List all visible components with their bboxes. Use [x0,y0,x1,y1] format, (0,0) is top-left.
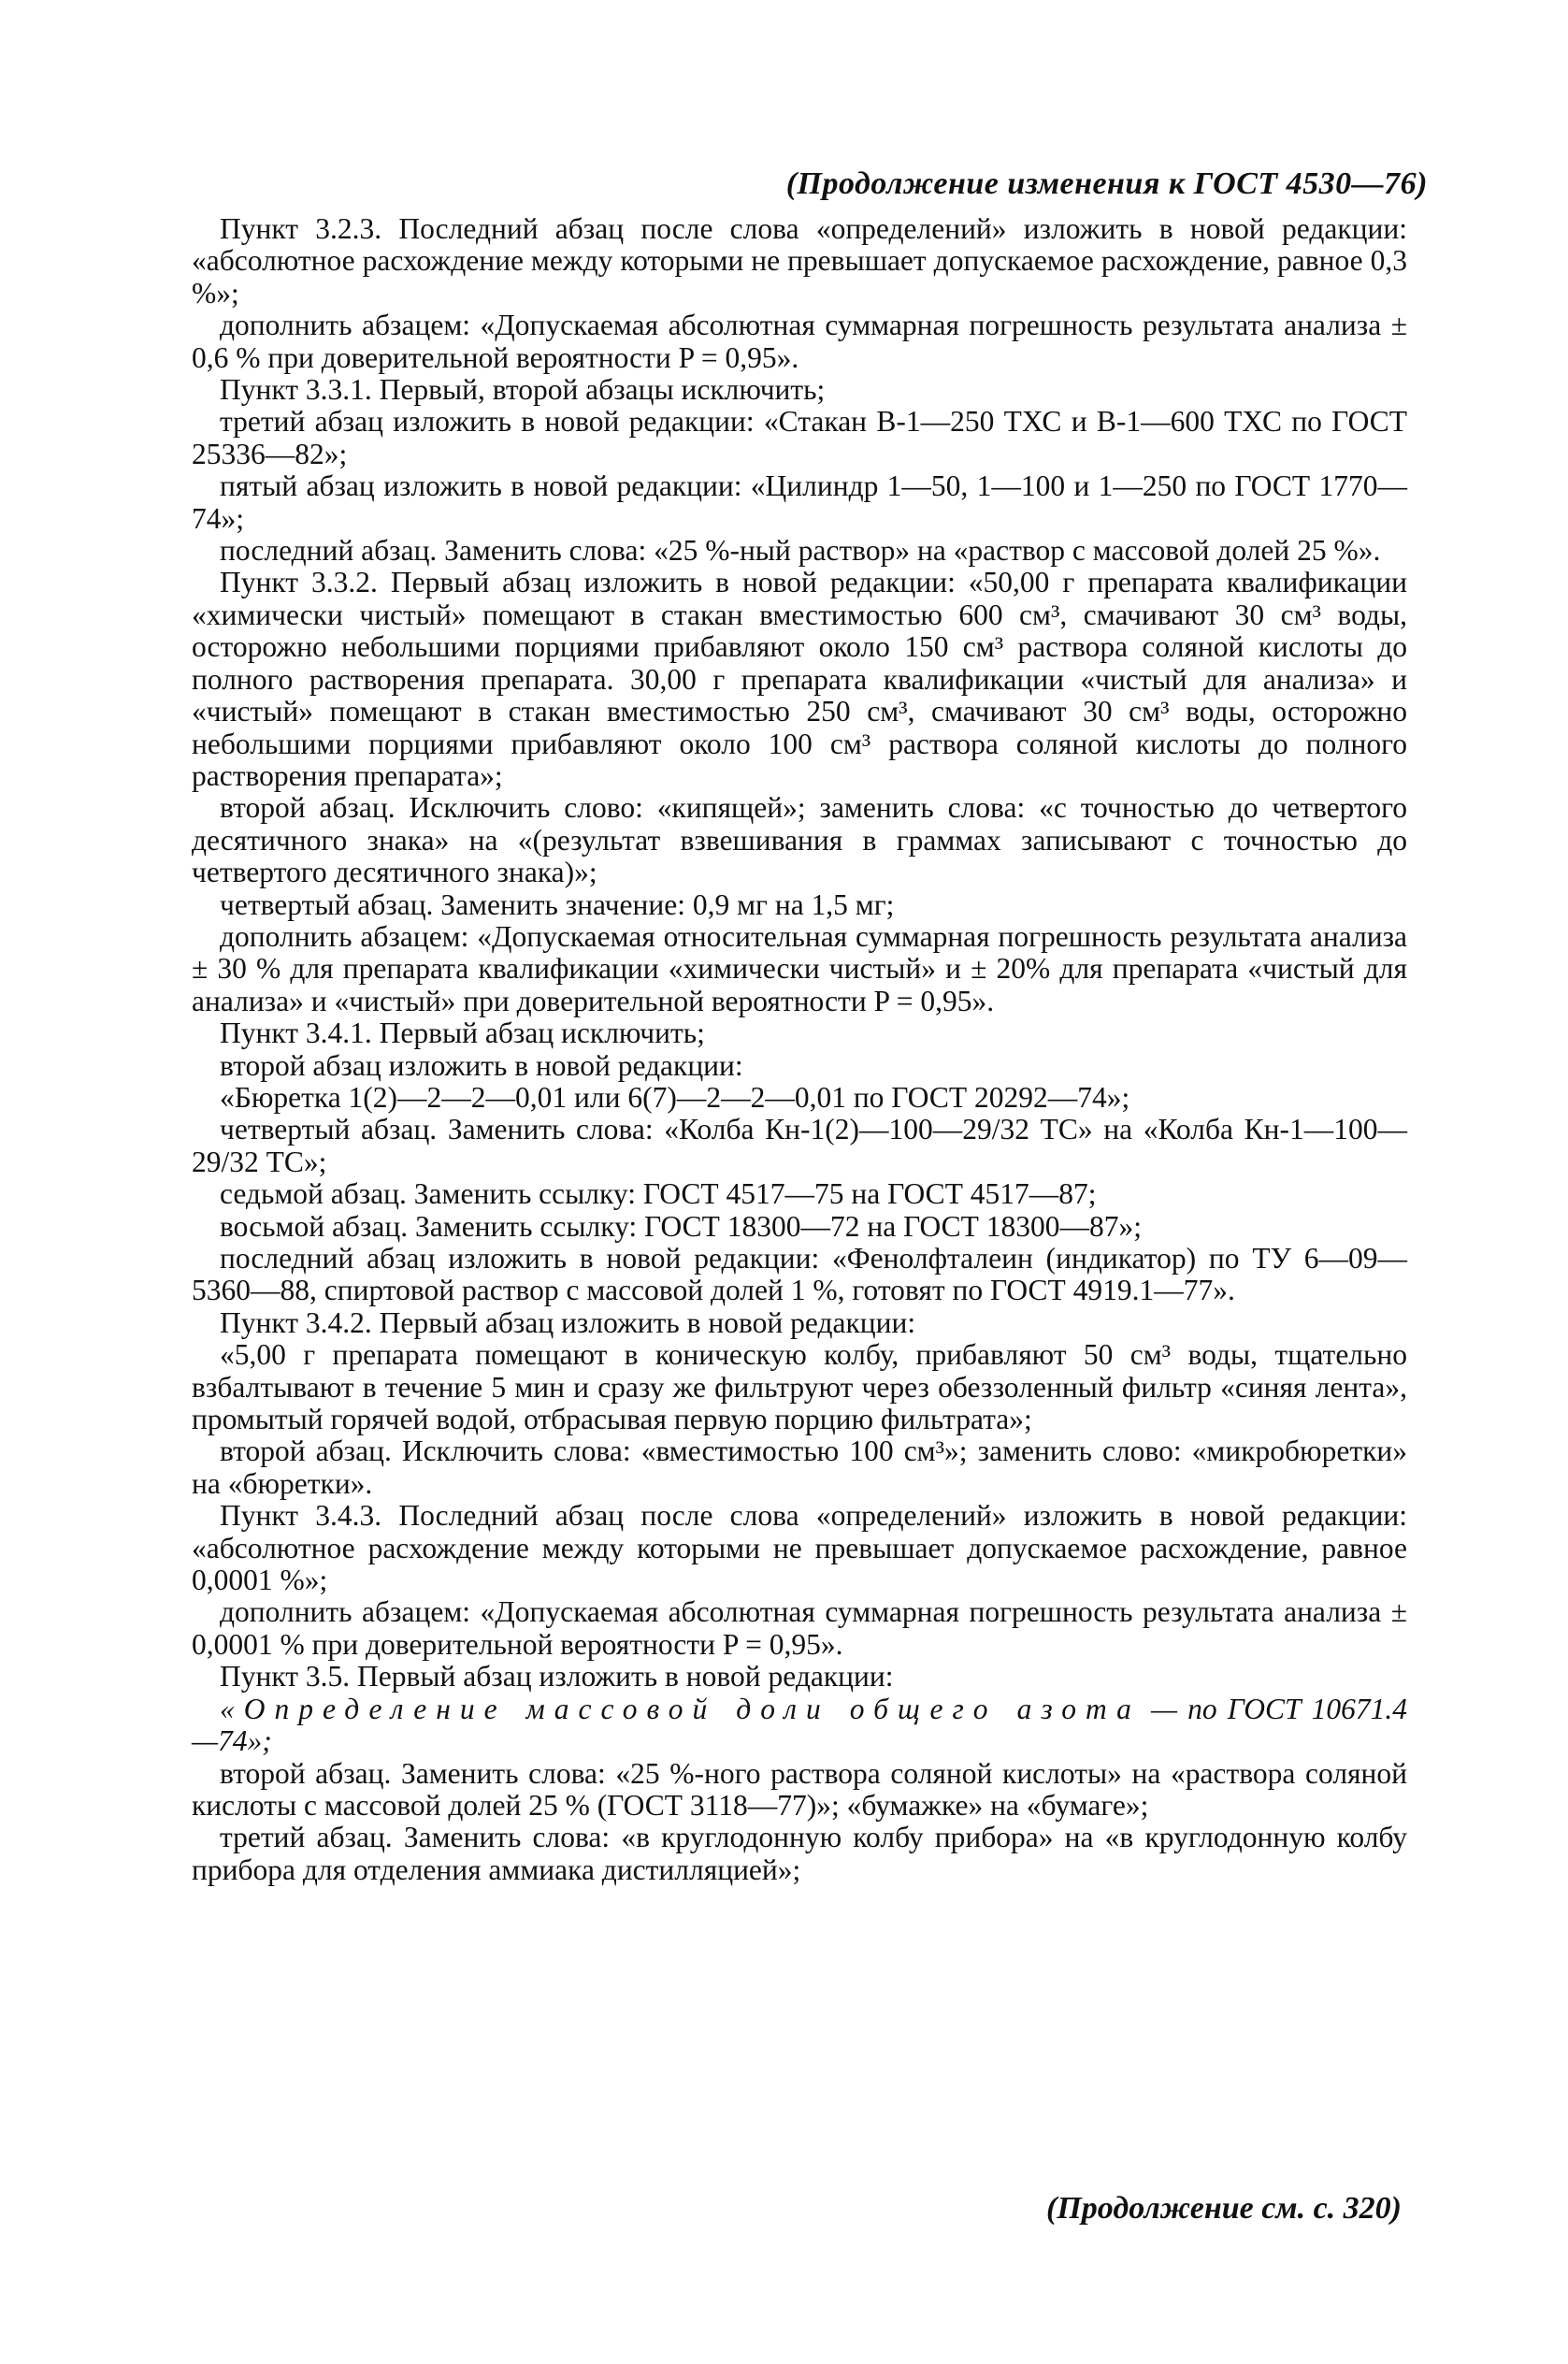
paragraph: Пункт 3.4.2. Первый абзац изложить в новой редакции: [220,1305,916,1339]
paragraph: Пункт 3.3.1. Первый, второй абзацы исключить; [220,373,826,407]
paragraph: пятый абзац изложить в новой редакции: «Цилиндр 1—50, 1—100 и 1—250 по ГОСТ 1770—74»; [192,469,1407,535]
paragraph: четвертый абзац. Заменить слова: «Колба Кн-1(2)—100—29/32 ТС» на «Колба Кн-1—100—29/32 ТС»; [192,1113,1407,1178]
paragraph: Пункт 3.4.1. Первый абзац исключить; [220,1016,705,1050]
spaced-heading-paragraph [192,1694,1407,1758]
paragraph: Пункт 3.2.3. Последний абзац после слова «определений» изложить в новой редакции: «абсолютное расхождение между которыми не превышает допускаемое расхождение, равное 0,3 %»; [192,212,1407,310]
paragraph: второй абзац. Исключить слово: «кипящей»; заменить слова: «с точностью до четвертого десятичного знака» на «(результат взвешивания в граммах записывают с точностью до четвертого десятичного знака)»; [192,791,1407,889]
paragraph: восьмой абзац. Заменить ссылку: ГОСТ 18300—72 на ГОСТ 18300—87»; [220,1209,1143,1243]
paragraph: седьмой абзац. Заменить ссылку: ГОСТ 4517—75 на ГОСТ 4517—87; [220,1177,1097,1211]
paragraph: дополнить абзацем: «Допускаемая абсолютная суммарная погрешность результата анализа ± 0,6 % при доверительной вероятности P = 0,95». [192,309,1407,374]
paragraph: Пункт 3.5. Первый абзац изложить в новой редакции: [220,1660,894,1694]
paragraph: третий абзац изложить в новой редакции: «Стакан В-1—250 ТХС и В-1—600 ТХС по ГОСТ 25336—82»; [192,405,1407,470]
paragraph: Пункт 3.4.3. Последний абзац после слова «определений» изложить в новой редакции: «абсолютное расхождение между которыми не превышает допускаемое расхождение, равное 0,0001 %»; [192,1499,1407,1597]
paragraph: дополнить абзацем: «Допускаемая относительная суммарная погрешность результата анализа ± 30 % для препарата квалификации «химически чистый» и ± 20% для препарата «чистый для анализа» и «чистый» при доверительной вероятности P = 0,95». [192,919,1407,1017]
paragraph: второй абзац изложить в новой редакции: [220,1048,743,1082]
paragraph: последний абзац. Заменить слова: «25 %-ный раствор» на «раствор с массовой долей 25 %». [220,534,1381,568]
paragraph: последний абзац изложить в новой редакции: «Фенолфталеин (индикатор) по ТУ 6—09—5360—88, спиртовой раствор с массовой долей 1 %, готовят по ГОСТ 4919.1—77». [192,1242,1407,1307]
paragraph: «Бюретка 1(2)—2—2—0,01 или 6(7)—2—2—0,01 по ГОСТ 20292—74»; [220,1080,1130,1114]
paragraph: второй абзац. Исключить слова: «вместимостью 100 см³»; заменить слово: «микробюретки» на «бюретки». [192,1434,1407,1500]
paragraph: Пункт 3.3.2. Первый абзац изложить в новой редакции: «50,00 г препарата квалификации «химически чистый» помещают в стакан вместимостью 600 см³, смачивают 30 см³ воды, осторожно небольшими порциями прибавляют около 150 см³ раствора соляной кислоты до полного растворения препарата. 30,00 г препарата квалификации «чистый для анализа» и «чистый» помещают в стакан вместимостью 250 см³, смачивают 30 см³ воды, осторожно небольшими порциями прибавляют около 100 см³ раствора соляной кислоты до полного растворения препарата»; [192,566,1407,792]
paragraph: второй абзац. Заменить слова: «25 %-ного раствора соляной кислоты» на «раствора соляной кислоты с массовой долей 25 % (ГОСТ 3118—77)»; «бумажке» на «бумаге»; [192,1756,1407,1822]
spaced-heading-tail: — по ГОСТ 10671.4—74»; [192,1692,1407,1758]
amendment-body [192,213,1407,1886]
continuation-footer: (Продолжение см. с. 320) [1046,2191,1402,2226]
paragraph: «5,00 г препарата помещают в коническую колбу, прибавляют 50 см³ воды, тщательно взбалтывают в течение 5 мин и сразу же фильтруют через обеззоленный фильтр «синяя лента», промытый горячей водой, отбрасывая первую порцию фильтрата»; [192,1338,1407,1436]
paragraph: четвертый абзац. Заменить значение: 0,9 мг на 1,5 мг; [220,887,895,921]
paragraph: третий абзац. Заменить слова: «в круглодонную колбу прибора» на «в круглодонную колбу прибора для отделения аммиака дистилляцией»; [192,1821,1407,1886]
spaced-heading: «Определение массовой доли общего азота [220,1692,1141,1725]
continuation-header: (Продолжение изменения к ГОСТ 4530—76) [785,166,1428,201]
paragraph: дополнить абзацем: «Допускаемая абсолютная суммарная погрешность результата анализа ± 0,0001 % при доверительной вероятности P = 0,95». [192,1595,1407,1661]
